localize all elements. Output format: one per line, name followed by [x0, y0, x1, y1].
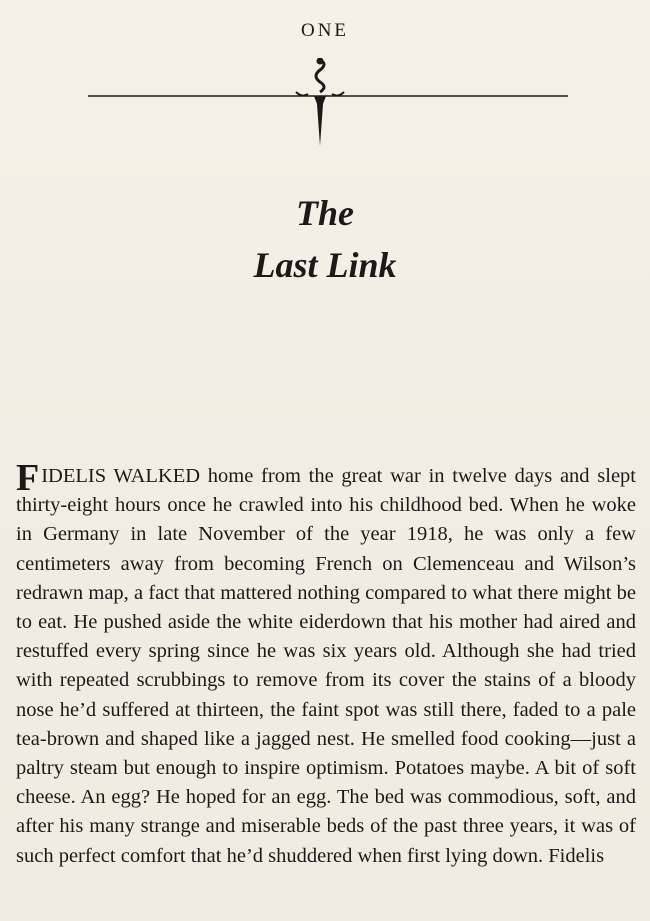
dagger-ornament-icon — [88, 58, 568, 148]
paragraph-text: home from the great war in twelve days and slept thirty-eight hours once he crawled into his childhood bed. When he woke in Germany in late November of the year 1918, he was only a few centimeters away from becoming French on Clemenceau and Wilson’s redrawn map, a fact that mattered nothing compared to what there might be to eat. He pushed aside the white eiderdown that his mother had aired and restuffed every spring since he was six years old. Although she had tried with repeated scrubbings to remove from its cover the stains of a bloody nose he’d suffered at thirteen, the faint spot was still there, faded to a pale tea-brown and shaped like a jagged nest. He smelled food cooking—just a paltry steam but enough to inspire optimism. Potatoes maybe. A bit of soft cheese. An egg? He hoped for an egg. The bed was commodious, soft, and after his many strange and miserable beds of the past three years, it was of such perfect comfort that he’d shuddered when first lying down. Fidelis — [16, 465, 636, 867]
chapter-title-line-1: The — [296, 193, 354, 233]
drop-cap: F — [16, 457, 40, 499]
body-text — [16, 457, 636, 871]
chapter-title-line-2: Last Link — [253, 245, 397, 285]
first-paragraph — [16, 457, 636, 871]
opening-small-caps: IDELIS WALKED — [41, 465, 201, 487]
chapter-number: ONE — [300, 20, 350, 41]
